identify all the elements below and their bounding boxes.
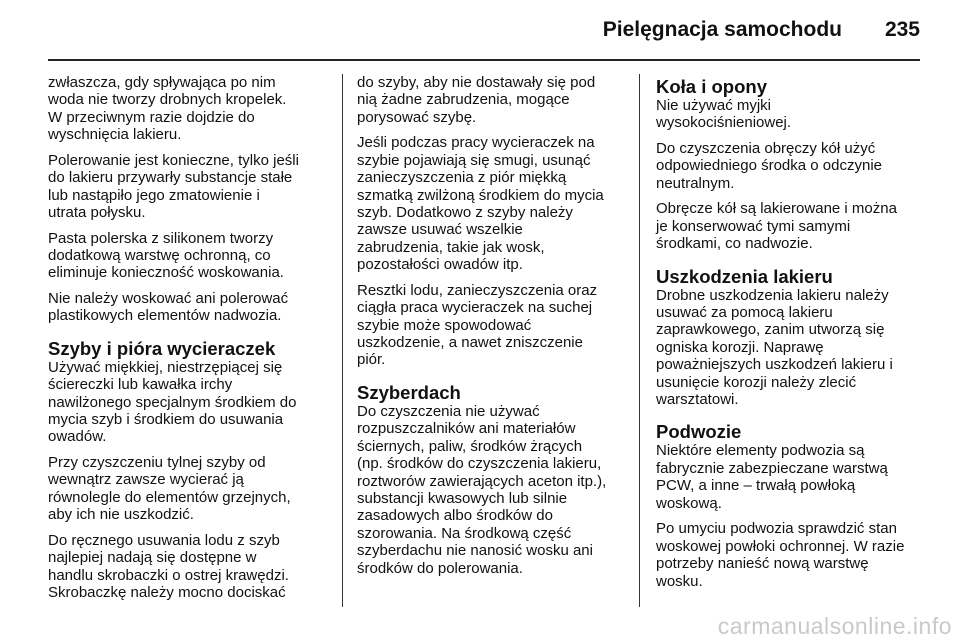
paragraph: Obręcze kół są lakierowane i można je konserwować tymi samymi środkami, co nadwozie. (656, 200, 897, 253)
section-heading-szyby: Szyby i pióra wycieraczek (48, 337, 276, 359)
paragraph: Polerowanie jest konieczne, tylko jeśli do lakieru przywarły substancje stałe lub nastąpiło jego zmatowienie i utrata połysku. (48, 151, 299, 222)
paragraph: Resztki lodu, zanieczyszczenia oraz ciągła praca wycieraczek na suchej szybie może spowodować uszkodzenie, a nawet zniszczenie piór. (357, 281, 598, 369)
column-3 (656, 74, 928, 598)
chapter-title: Pielęgnacja samochodu (602, 18, 842, 41)
paragraph: Niektóre elementy podwozia są fabrycznie zabezpieczane warstwą PCW, a inne – trwałą powłoką woskową. (656, 442, 888, 512)
section-heading-szyberdach: Szyberdach (357, 381, 461, 403)
paragraph: Do ręcznego usuwania lodu z szyb najlepiej nadają się dostępne w handlu skrobaczki o ostrej krawędzi. Skrobaczkę należy mocno dociskać (48, 531, 289, 602)
section-heading-uszkodzenia: Uszkodzenia lakieru (656, 265, 833, 287)
section-heading-podwozie: Podwozie (656, 421, 742, 443)
paragraph: Pasta polerska z silikonem tworzy dodatkową warstwę ochronną, co eliminuje konieczność woskowania. (48, 229, 284, 282)
page-number: 235 (884, 18, 920, 41)
page-header (0, 0, 960, 60)
paragraph: Nie używać myjki wysokociśnieniowej. (656, 97, 792, 132)
paragraph: Do czyszczenia nie używać rozpuszczalników ani materiałów ściernych, paliw, środków żrących (np. środków do czyszczenia lakieru, roztworów zawierających aceton itp.), substancji kwasowych lub silnie zasadowych albo środków do szorowania. Na środkową część szyberdachu nie nanosić wosku ani środków do polerowania. (357, 402, 607, 577)
column-divider (342, 74, 343, 607)
paragraph: Po umyciu podwozia sprawdzić stan woskowej powłoki ochronnej. W razie potrzeby nanieść nową warstwę wosku. (656, 520, 905, 590)
column-divider (639, 74, 640, 607)
paragraph: zwłaszcza, gdy spływająca po nim woda nie tworzy drobnych kropelek. W przeciwnym razie dojdzie do wyschnięcia lakieru. (48, 74, 287, 144)
paragraph: Jeśli podczas pracy wycieraczek na szybie pojawiają się smugi, usunąć zanieczyszczenia z piór miękką szmatką zwilżoną środkiem do mycia szyb. Dodatkowo z szyby należy zawsze usuwać wszelkie zabrudzenia, takie jak wosk, pozostałości owadów itp. (357, 134, 604, 274)
paragraph: Drobne uszkodzenia lakieru należy usuwać za pomocą lakieru zaprawkowego, zanim utworzą się ogniska korozji. Naprawę poważniejszych uszkodzeń lakieru i usunięcie korozji należy zlecić warsztatowi. (656, 286, 893, 409)
column-2 (357, 74, 633, 585)
watermark: carmanualsonline.info (717, 613, 952, 639)
paragraph: Używać miękkiej, niestrzępiącej się ściereczki lub kawałka irchy nawilżonego specjalnym środkiem do mycia szyb i środkiem do usuwania owadów. (48, 358, 297, 446)
header-divider (48, 59, 920, 61)
section-heading-kola: Koła i opony (656, 76, 767, 97)
paragraph: do szyby, aby nie dostawały się pod nią żadne zabrudzenia, mogące porysować szybę. (357, 74, 596, 126)
paragraph: Do czyszczenia obręczy kół użyć odpowiedniego środka o odczynie neutralnym. (656, 140, 882, 192)
paragraph: Przy czyszczeniu tylnej szyby od wewnątrz zawsze wycierać ją równolegle do elementów grzejnych, aby ich nie uszkodzić. (48, 454, 291, 524)
column-1 (48, 74, 333, 610)
paragraph: Nie należy woskować ani polerować plastikowych elementów nadwozia. (48, 290, 289, 325)
